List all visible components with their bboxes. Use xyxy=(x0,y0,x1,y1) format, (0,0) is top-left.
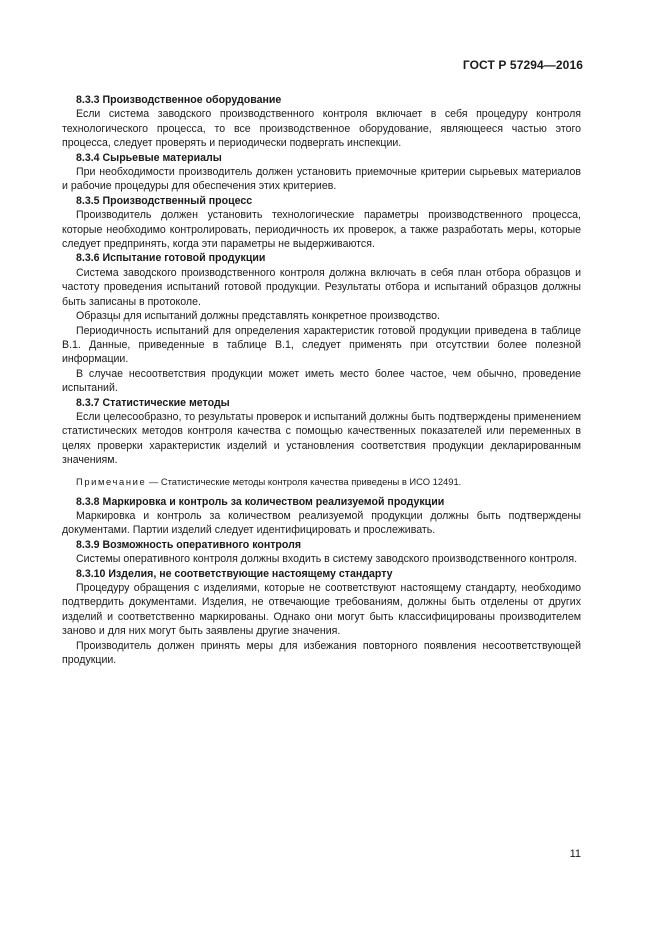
note-label: Примечание xyxy=(76,475,147,487)
standard-designation: ГОСТ Р 57294—2016 xyxy=(462,58,583,72)
paragraph: Периодичность испытаний для определения характеристик готовой продукции приведена в таблице В.1. Данные, приведенные в таблице В.1, следует применять при отсутствии более полезной информации. xyxy=(62,324,581,366)
paragraph: Если целесообразно, то результаты проверок и испытаний должны быть подтверждены применением статистических методов контроля качества с помощью качественных показателей или переменных в целях проверки характеристик изделий и установления соответствия продукции декларированным значениям. xyxy=(62,410,581,467)
section-heading: 8.3.4 Сырьевые материалы xyxy=(76,151,222,164)
section-8-3-9 xyxy=(62,538,581,567)
note xyxy=(62,475,581,488)
paragraph: Маркировка и контроль за количеством реализуемой продукции должны быть подтверждены документами. Партии изделий следует идентифицировать и прослеживать. xyxy=(62,509,581,537)
section-heading: 8.3.10 Изделия, не соответствующие настоящему стандарту xyxy=(76,567,393,580)
paragraph: Производитель должен установить технологические параметры производственного процесса, которые необходимо контролировать, периодичность их проверок, а также разработать меры, которые следует предпринять, когда эти параметры не выдерживаются. xyxy=(62,209,581,251)
section-heading: 8.3.6 Испытание готовой продукции xyxy=(76,252,266,265)
section-heading: 8.3.8 Маркировка и контроль за количеством реализуемой продукции xyxy=(76,495,445,508)
paragraph: Если система заводского производственного контроля включает в себя процедуру контроля технологического процесса, то все производственное оборудование, являющееся частью этого процесса, следует проверять и периодически подвергать инспекции. xyxy=(62,108,581,150)
paragraph: В случае несоответствия продукции может иметь место более частое, чем обычно, проведение испытаний. xyxy=(62,367,581,395)
document-body xyxy=(62,93,581,667)
page-number: 11 xyxy=(569,848,581,860)
section-heading: 8.3.3 Производственное оборудование xyxy=(76,94,282,106)
paragraph: При необходимости производитель должен установить приемочные критерии сырьевых материалов и рабочие процедуры для обеспечения этих критериев. xyxy=(62,166,581,193)
section-heading: 8.3.5 Производственный процесс xyxy=(76,194,253,207)
paragraph: Системы оперативного контроля должны входить в систему заводского производственного контроля. xyxy=(76,553,578,566)
paragraph: Производитель должен принять меры для избежания повторного появления несоответствующей продукции. xyxy=(62,639,581,667)
section-8-3-10 xyxy=(62,567,581,668)
note-text: — Статистические методы контроля качества приведены в ИСО 12491. xyxy=(146,475,462,487)
paragraph: Образцы для испытаний должны представлять конкретное производство. xyxy=(76,310,440,323)
section-8-3-8 xyxy=(62,495,581,538)
paragraph: Процедуру обращения с изделиями, которые не соответствуют настоящему стандарту, необходимо подтвердить документами. Изделия, не отвечающие требованиям, должны быть отделены от других изделий и соответственно маркированы. Однако они могут быть классифицированы производителем заново и для них могут быть заявлены другие значения. xyxy=(62,582,581,638)
section-8-3-4 xyxy=(62,151,581,194)
section-8-3-5 xyxy=(62,194,581,252)
section-heading: 8.3.9 Возможность оперативного контроля xyxy=(76,538,301,551)
section-heading: 8.3.7 Статистические методы xyxy=(76,396,230,409)
section-8-3-6 xyxy=(62,251,581,395)
paragraph: Система заводского производственного контроля должна включать в себя план отбора образцов и частоту проведения испытаний готовой продукции. Результаты отбора и испытаний образцов должны быть записаны в протоколе. xyxy=(62,266,581,308)
section-8-3-7 xyxy=(62,396,581,488)
section-8-3-3 xyxy=(62,93,581,151)
